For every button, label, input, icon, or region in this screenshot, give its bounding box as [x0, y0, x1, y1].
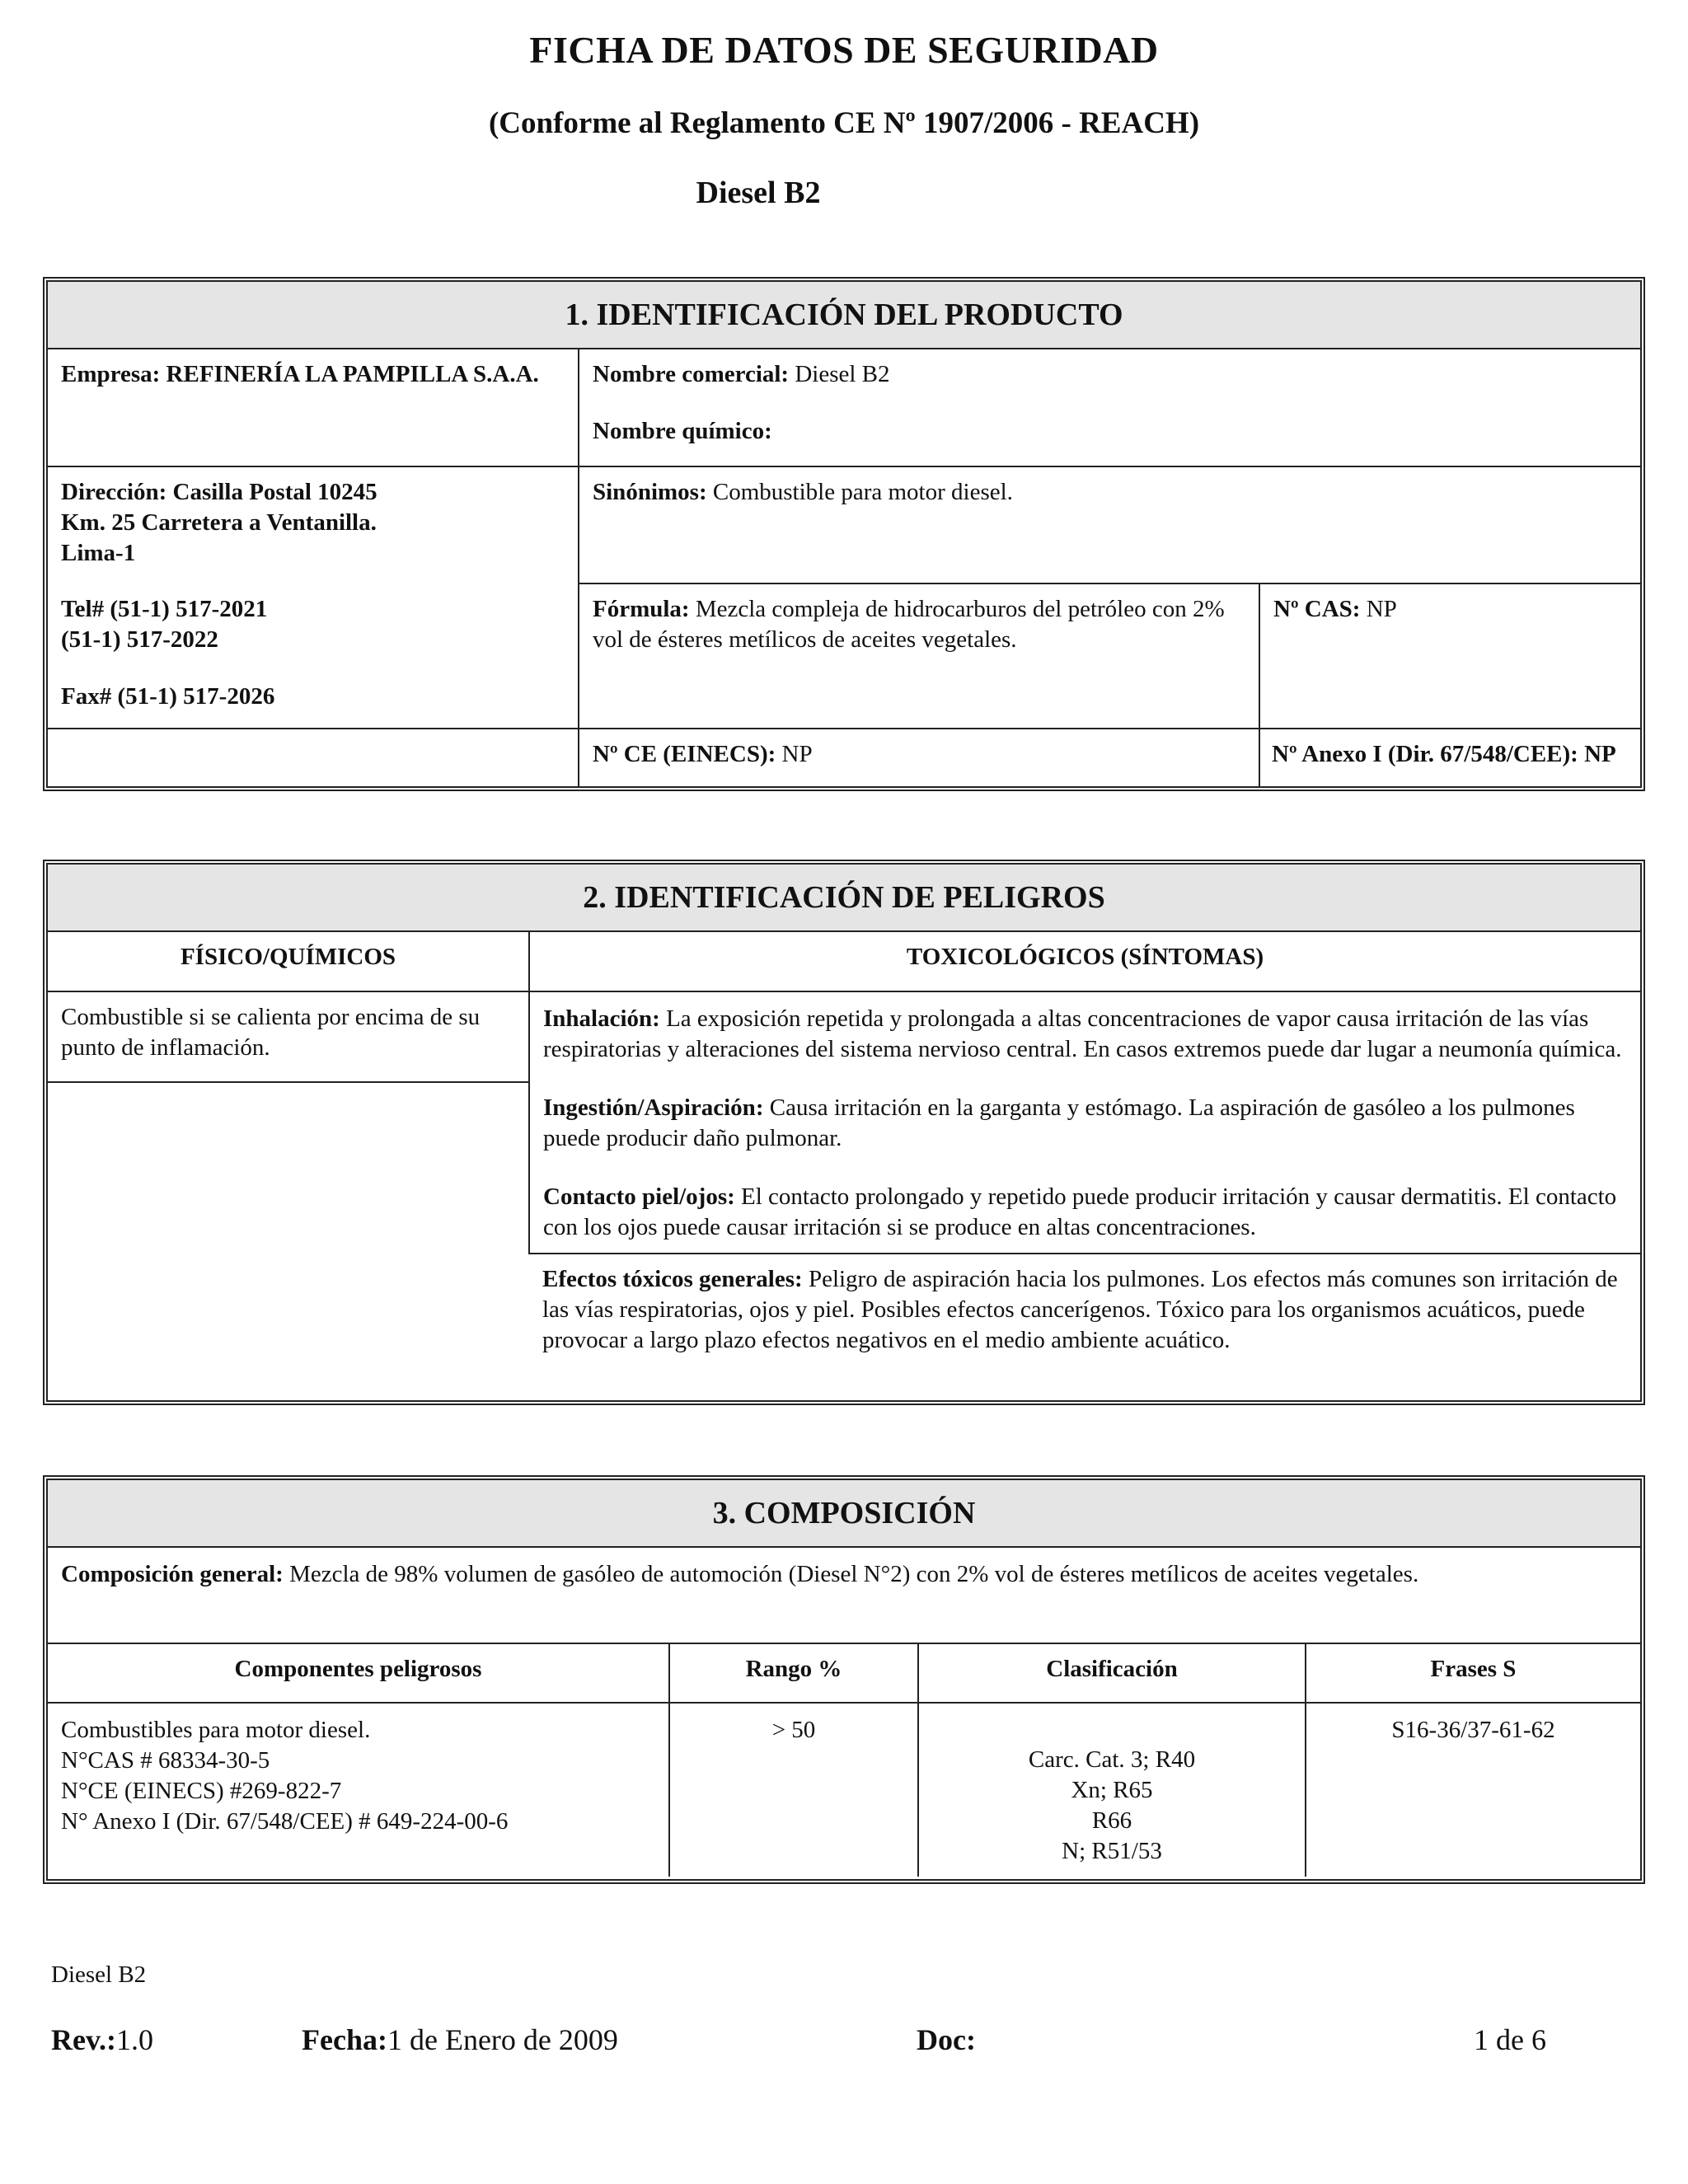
efectos-text: Peligro de aspiración hacia los pulmones. Los efectos más comunes son irritación de las vías respiratorias, ojos y piel. Posibles efectos cancerígenos. Tóxico para los organismos acuáticos, puede provocar a largo plazo efectos negativos en el medio ambiente acuático.	[542, 1266, 1618, 1353]
frases-header: Frases S	[1306, 1643, 1640, 1703]
formula-cell	[579, 583, 1259, 729]
ce-cell	[579, 729, 1259, 788]
section-3-title: 3. COMPOSICIÓN	[48, 1480, 1640, 1548]
fecha-label: Fecha:	[302, 2023, 387, 2056]
section-2-title: 2. IDENTIFICACIÓN DE PELIGROS	[48, 865, 1640, 932]
rango-value: > 50	[771, 1717, 816, 1743]
componente-line: N° Anexo I (Dir. 67/548/CEE) # 649-224-00-6	[61, 1808, 509, 1835]
tel-line: Tel# (51-1) 517-2021	[61, 596, 268, 622]
footer-revision	[51, 2022, 153, 2057]
section-identificacion-peligros	[43, 860, 1645, 1405]
clasificacion-cell	[918, 1703, 1306, 1877]
clasificacion-line: Xn; R65	[1071, 1777, 1153, 1803]
hazards-table	[48, 932, 1640, 1366]
section-1-title: 1. IDENTIFICACIÓN DEL PRODUCTO	[48, 282, 1640, 349]
inhalacion-label: Inhalación:	[543, 1005, 660, 1032]
doc-label: Doc:	[917, 2023, 976, 2056]
cas-label: Nº CAS:	[1273, 596, 1361, 622]
direccion-line: Lima-1	[61, 540, 136, 566]
efectos-cell	[529, 1254, 1640, 1366]
sinonimos-value: Combustible para motor diesel.	[706, 479, 1013, 505]
direccion-cell	[48, 466, 579, 729]
ce-label: Nº CE (EINECS):	[593, 741, 776, 767]
empty-cell	[48, 729, 579, 788]
rev-value: 1.0	[115, 2023, 153, 2056]
empresa-text: Empresa: REFINERÍA LA PAMPILLA S.A.A.	[61, 361, 539, 387]
componentes-header: Componentes peligrosos	[48, 1643, 669, 1703]
empresa-cell	[48, 349, 579, 466]
footer-page-number: 1 de 6	[1474, 2023, 1546, 2056]
composition-table	[48, 1548, 1640, 1877]
tel-line: (51-1) 517-2022	[61, 626, 218, 653]
fisico-empty-cell	[48, 1082, 529, 1366]
nombre-comercial-label: Nombre comercial:	[593, 361, 790, 387]
ingestion-label: Ingestión/Aspiración:	[543, 1094, 764, 1121]
cas-cell	[1259, 583, 1640, 729]
document-subtitle: (Conforme al Reglamento CE Nº 1907/2006 - REACH)	[488, 106, 1200, 140]
componente-line: N°CAS # 68334-30-5	[61, 1747, 270, 1774]
sinonimos-cell	[579, 466, 1640, 583]
clasificacion-line: R66	[1091, 1807, 1132, 1834]
contacto-text: El contacto prolongado y repetido puede producir irritación y causar dermatitis. El contacto con los ojos puede causar irritación si se produce en altas concentraciones.	[543, 1183, 1617, 1240]
nombre-cell	[579, 349, 1640, 466]
composicion-general-text: Mezcla de 98% volumen de gasóleo de automoción (Diesel N°2) con 2% vol de ésteres metílicos de aceites vegetales.	[283, 1561, 1419, 1587]
fax-line: Fax# (51-1) 517-2026	[61, 683, 275, 710]
fisico-header: FÍSICO/QUÍMICOS	[48, 932, 529, 991]
clasificacion-line: N; R51/53	[1062, 1838, 1162, 1864]
componentes-cell	[48, 1703, 669, 1877]
frases-cell	[1306, 1703, 1640, 1877]
product-identification-table	[48, 349, 1640, 788]
anexo-cell	[1259, 729, 1640, 788]
composicion-general-cell	[48, 1548, 1640, 1643]
footer-product-name: Diesel B2	[51, 1961, 147, 1988]
product-name: Diesel B2	[696, 176, 821, 210]
toxicologicos-header: TOXICOLÓGICOS (SÍNTOMAS)	[529, 932, 1640, 991]
contacto-label: Contacto piel/ojos:	[543, 1183, 735, 1210]
section-identificacion-producto	[43, 277, 1645, 791]
footer-doc	[917, 2022, 976, 2057]
efectos-label: Efectos tóxicos generales:	[542, 1266, 803, 1292]
section-composicion	[43, 1475, 1645, 1884]
ce-value: NP	[776, 741, 813, 767]
rev-label: Rev.:	[51, 2023, 116, 2056]
fisico-cell	[48, 991, 529, 1082]
footer-fecha	[302, 2022, 618, 2057]
fisico-text: Combustible si se calienta por encima de su punto de inflamación.	[61, 1004, 481, 1061]
anexo-label: Nº Anexo I (Dir. 67/548/CEE): NP	[1272, 741, 1616, 767]
toxicologicos-cell	[529, 991, 1640, 1254]
rango-header: Rango %	[669, 1643, 918, 1703]
clasificacion-header: Clasificación	[918, 1643, 1306, 1703]
document-title: FICHA DE DATOS DE SEGURIDAD	[529, 29, 1159, 71]
fecha-value: 1 de Enero de 2009	[387, 2023, 618, 2056]
rango-cell	[669, 1703, 918, 1877]
formula-label: Fórmula:	[593, 596, 690, 622]
composicion-general-label: Composición general:	[61, 1561, 284, 1587]
nombre-comercial-value: Diesel B2	[789, 361, 890, 387]
cas-value: NP	[1360, 596, 1397, 622]
frases-value: S16-36/37-61-62	[1391, 1717, 1555, 1743]
inhalacion-text: La exposición repetida y prolongada a altas concentraciones de vapor causa irritación de las vías respiratorias y alteraciones del sistema nervioso central. En casos extremos puede dar lugar a neumonía química.	[543, 1005, 1622, 1062]
componente-line: N°CE (EINECS) #269-822-7	[61, 1778, 342, 1804]
sinonimos-label: Sinónimos:	[593, 479, 707, 505]
componente-line: Combustibles para motor diesel.	[61, 1717, 371, 1743]
clasificacion-line: Carc. Cat. 3; R40	[1028, 1746, 1196, 1773]
formula-value: Mezcla compleja de hidrocarburos del petróleo con 2% vol de ésteres metílicos de aceites vegetales.	[593, 596, 1225, 653]
nombre-quimico-label: Nombre químico:	[593, 418, 772, 444]
direccion-line: Km. 25 Carretera a Ventanilla.	[61, 509, 377, 536]
ingestion-text: Causa irritación en la garganta y estómago. La aspiración de gasóleo a los pulmones puede producir daño pulmonar.	[543, 1094, 1575, 1151]
direccion-line: Dirección: Casilla Postal 10245	[61, 479, 377, 505]
